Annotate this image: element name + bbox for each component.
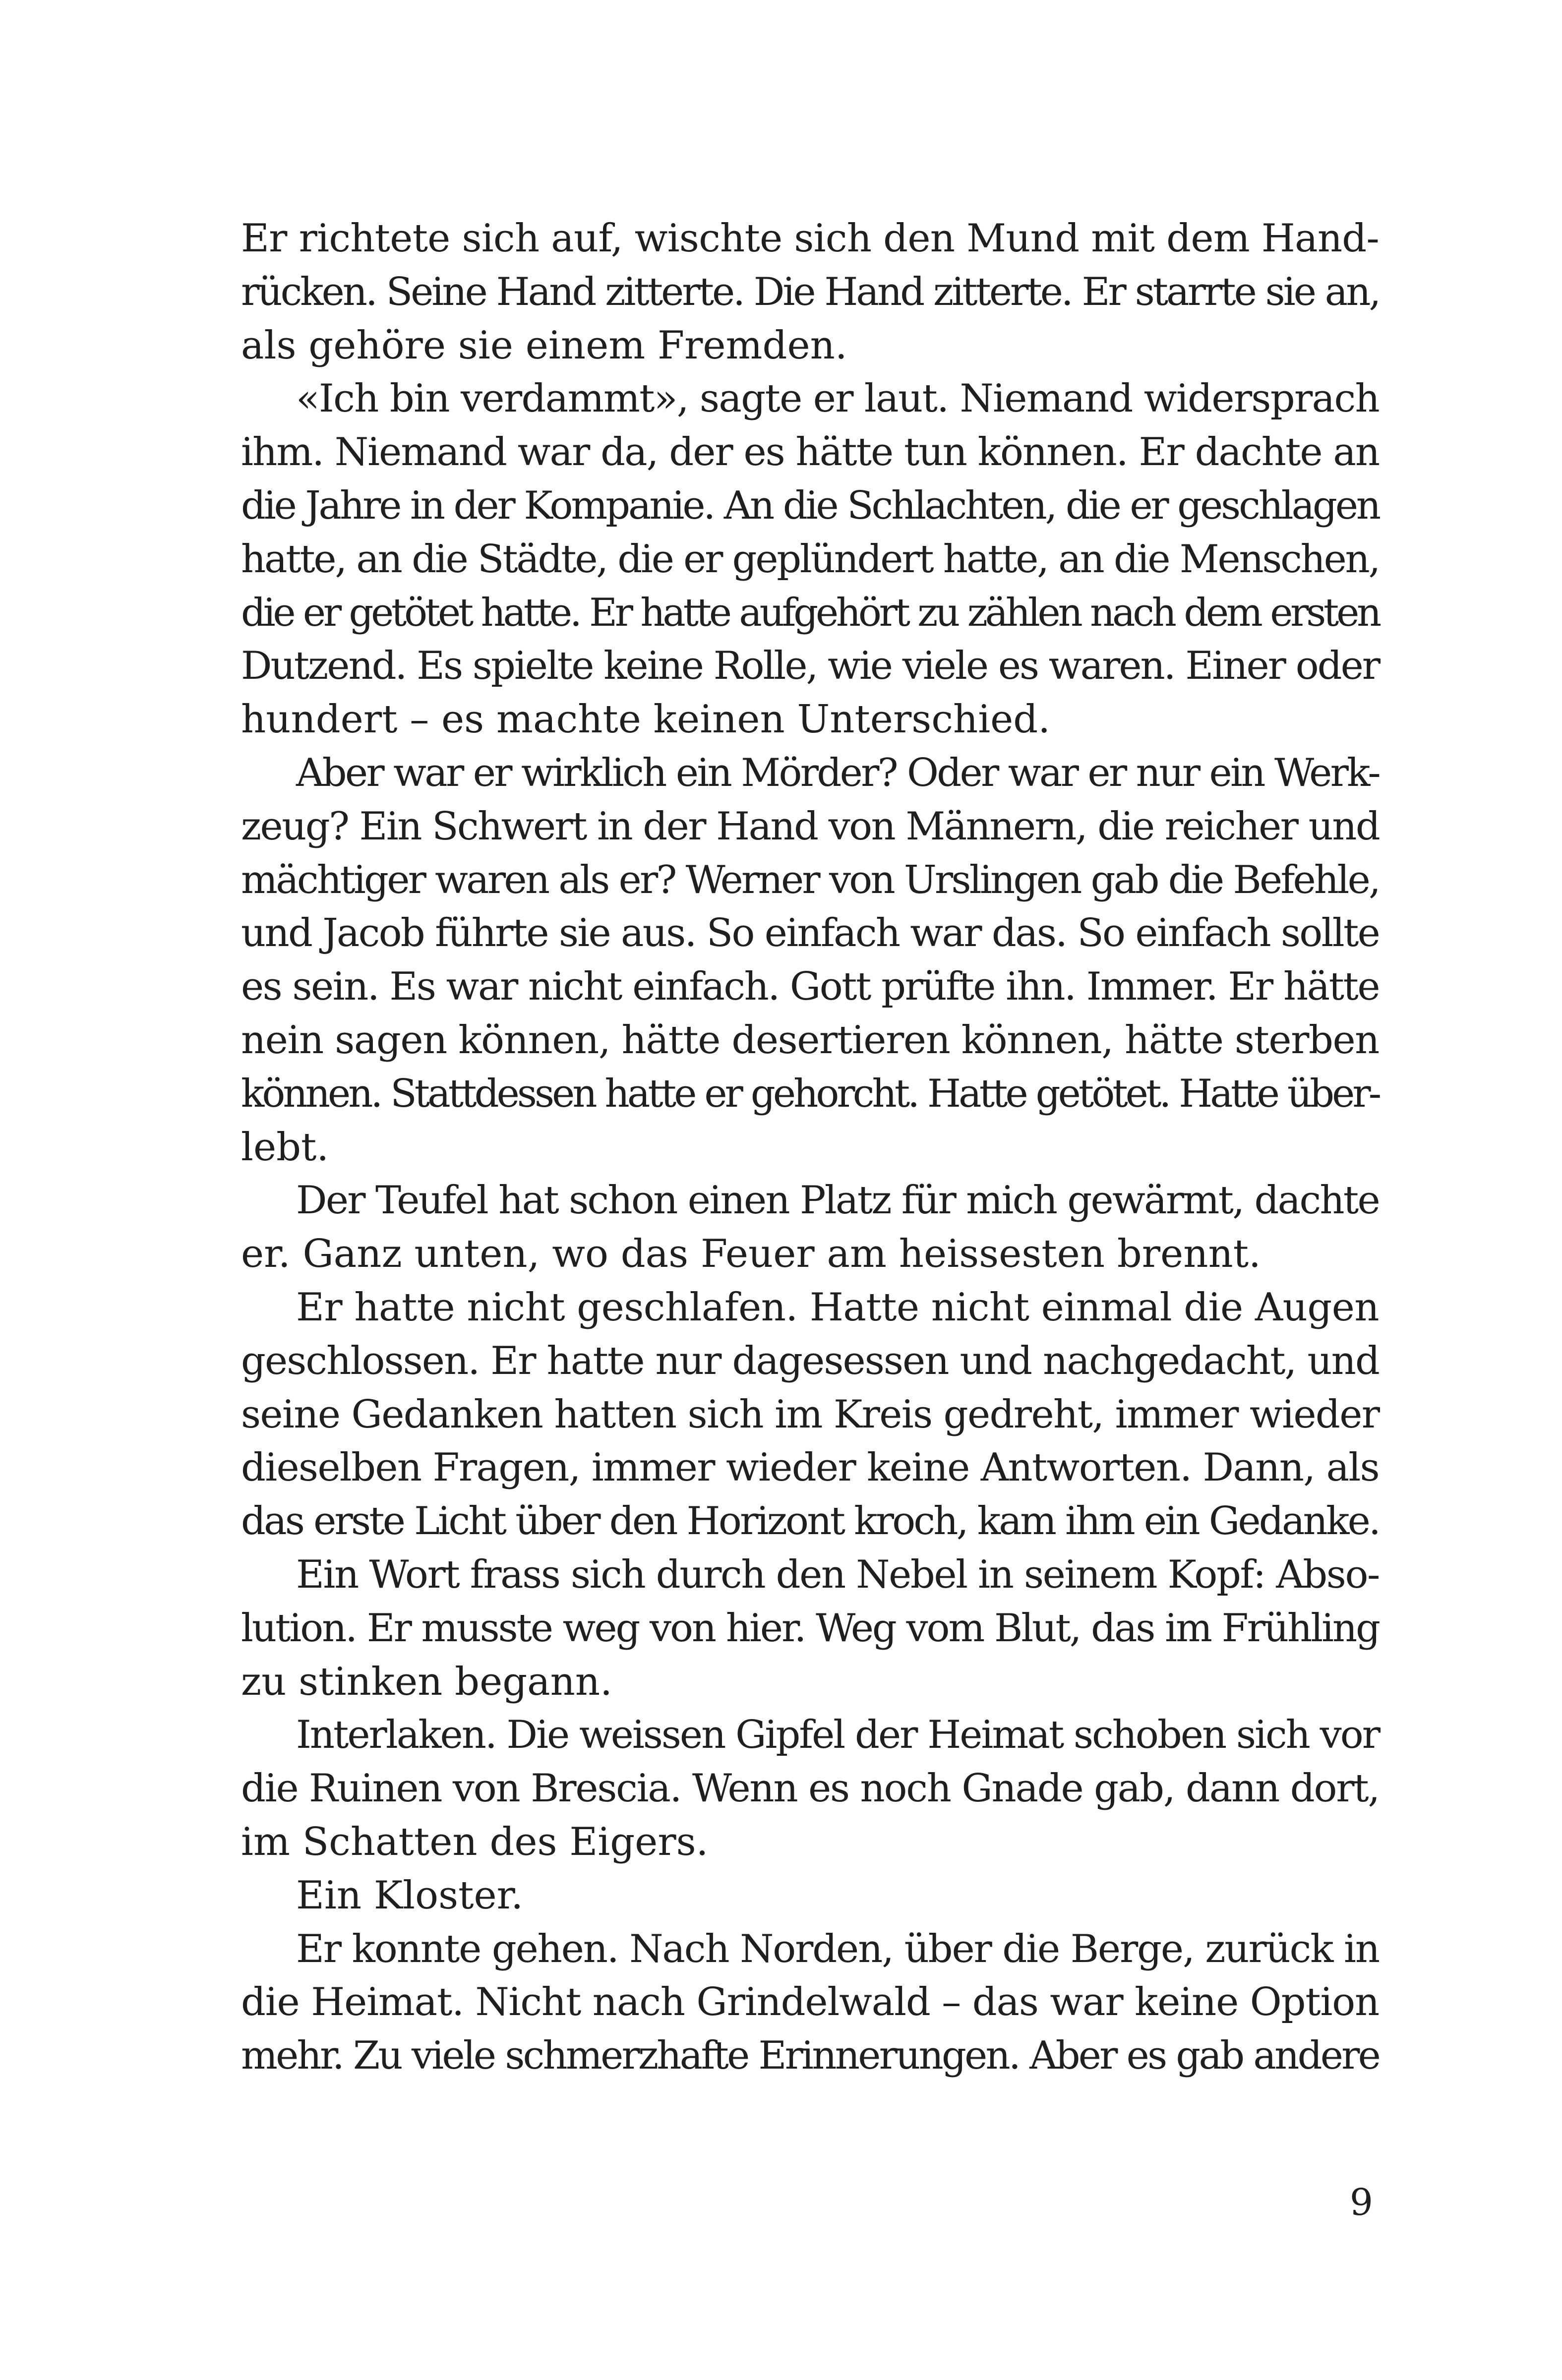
text-line: seine Gedanken hatten sich im Kreis gedreht, immer wieder xyxy=(241,1392,1380,1437)
paragraph xyxy=(241,1548,1379,1709)
paragraph xyxy=(241,1281,1379,1548)
paragraph xyxy=(241,372,1379,747)
text-line: die Heimat. Nicht nach Grindelwald – das war keine Option xyxy=(241,1980,1380,2025)
paragraph xyxy=(241,1923,1379,2083)
paragraph xyxy=(241,1869,1379,1923)
text-line: im Schatten des Eigers. xyxy=(241,1819,709,1864)
text-line: Interlaken. Die weissen Gipfel der Heimat schoben sich vor xyxy=(296,1713,1379,1758)
text-line: mehr. Zu viele schmerzhafte Erinnerungen. Aber es gab andere xyxy=(241,2033,1379,2079)
text-line: es sein. Es war nicht einfach. Gott prüfte ihn. Immer. Er hätte xyxy=(241,964,1379,1010)
text-line: «Ich bin verdammt», sagte er laut. Niemand widersprach xyxy=(296,376,1379,421)
text-line: und Jacob führte sie aus. So einfach war das. So einfach sollte xyxy=(241,911,1379,956)
text-line: hundert – es machte keinen Unterschied. xyxy=(241,697,1051,742)
text-line: lution. Er musste weg von hier. Weg vom Blut, das im Frühling xyxy=(241,1606,1379,1651)
text-line: geschlossen. Er hatte nur dagesessen und nachgedacht, und xyxy=(241,1338,1379,1383)
text-line: rücken. Seine Hand zitterte. Die Hand zitterte. Er starrte sie an, xyxy=(241,269,1380,314)
text-line: Ein Wort frass sich durch den Nebel in seinem Kopf: Abso- xyxy=(296,1552,1379,1597)
text-line: die er getötet hatte. Er hatte aufgehört zu zählen nach dem ersten xyxy=(241,590,1379,635)
text-line: er. Ganz unten, wo das Feuer am heissesten brennt. xyxy=(241,1232,1261,1277)
paragraph xyxy=(241,1709,1379,1869)
text-line: zeug? Ein Schwert in der Hand von Männern, die reicher und xyxy=(241,804,1380,849)
text-line: ihm. Niemand war da, der es hätte tun können. Er dachte an xyxy=(241,430,1380,475)
text-line: lebt. xyxy=(241,1125,329,1170)
text-line: Dutzend. Es spielte keine Rolle, wie viele es waren. Einer oder xyxy=(241,644,1380,689)
text-line: Der Teufel hat schon einen Platz für mich gewärmt, dachte xyxy=(296,1178,1379,1223)
text-line: Ein Kloster. xyxy=(296,1873,524,1918)
text-line: Er hatte nicht geschlafen. Hatte nicht einmal die Augen xyxy=(296,1285,1379,1330)
text-line: die Ruinen von Brescia. Wenn es noch Gnade gab, dann dort, xyxy=(241,1766,1379,1811)
page-number: 9 xyxy=(1349,2181,1373,2224)
text-line: mächtiger waren als er? Werner von Urslingen gab die Befehle, xyxy=(241,857,1379,902)
text-line: dieselben Fragen, immer wieder keine Antworten. Dann, als xyxy=(241,1445,1379,1490)
body-text xyxy=(241,212,1379,2083)
text-line: nein sagen können, hätte desertieren können, hätte sterben xyxy=(241,1017,1379,1063)
text-line: die Jahre in der Kompanie. An die Schlachten, die er geschlagen xyxy=(241,483,1379,528)
paragraph xyxy=(241,1174,1379,1281)
text-line: Er konnte gehen. Nach Norden, über die Berge, zurück in xyxy=(296,1926,1379,1971)
paragraph xyxy=(241,212,1379,372)
text-line: das erste Licht über den Horizont kroch, kam ihm ein Gedanke. xyxy=(241,1499,1379,1544)
text-line: Er richtete sich auf, wischte sich den Mund mit dem Hand- xyxy=(241,216,1379,261)
text-line: hatte, an die Städte, die er geplündert hatte, an die Menschen, xyxy=(241,536,1379,582)
text-line: als gehöre sie einem Fremden. xyxy=(241,323,847,368)
text-line: zu stinken begann. xyxy=(241,1659,612,1704)
text-line: Aber war er wirklich ein Mörder? Oder war er nur ein Werk- xyxy=(296,750,1380,795)
text-line: können. Stattdessen hatte er gehorcht. Hatte getötet. Hatte über- xyxy=(241,1071,1380,1116)
paragraph xyxy=(241,747,1379,1174)
